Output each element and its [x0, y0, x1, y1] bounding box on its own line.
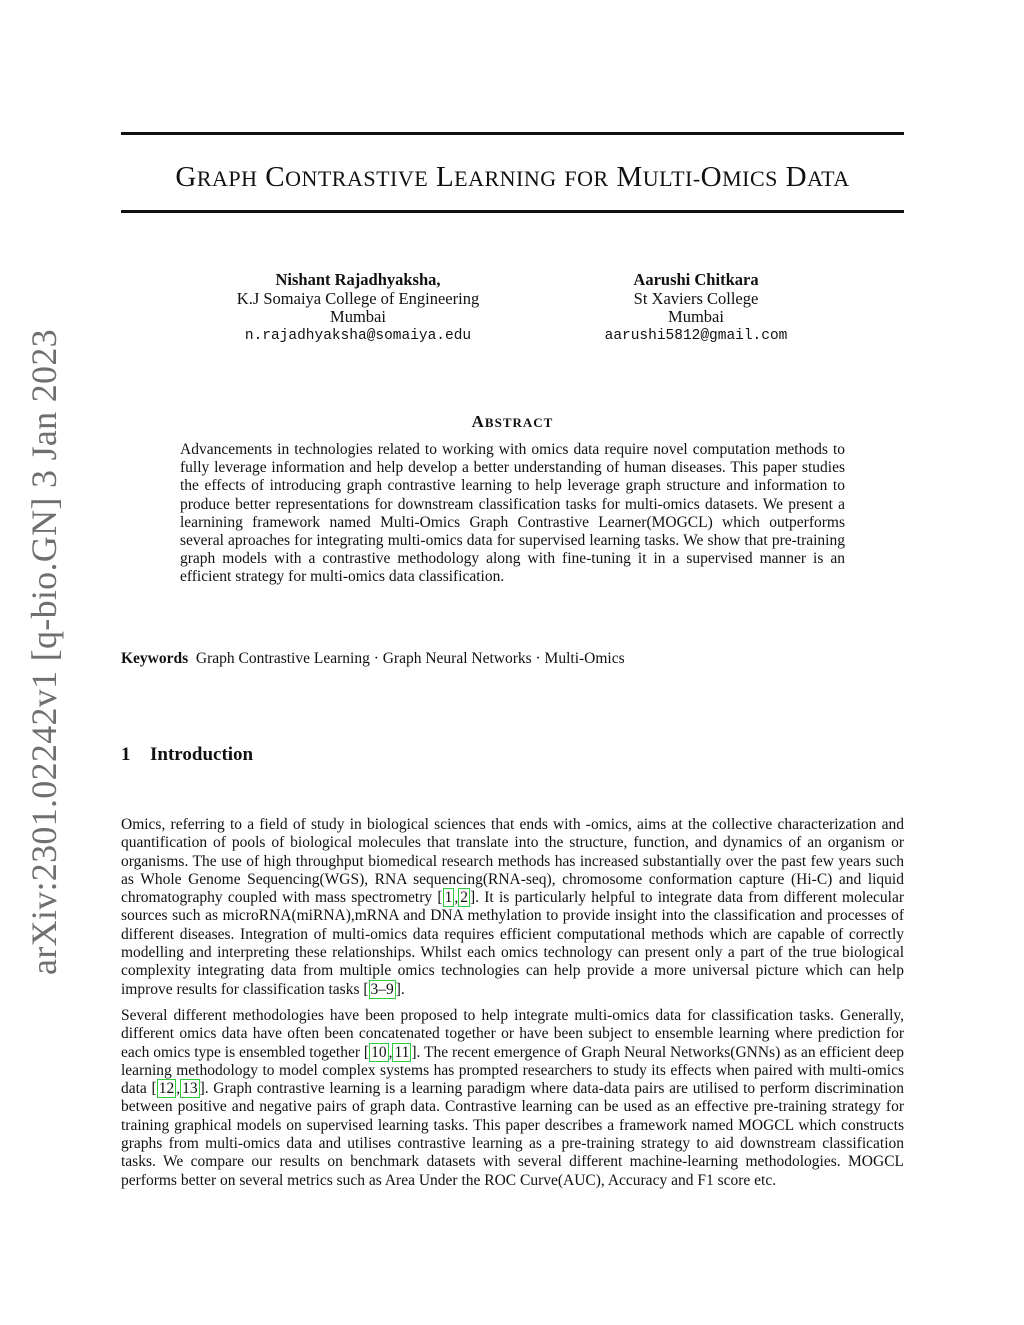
citation-link[interactable]: 1	[444, 889, 453, 907]
author-name: Aarushi Chitkara	[633, 270, 759, 289]
title-rule-top	[121, 132, 904, 135]
author-email[interactable]: aarushi5812@gmail.com	[604, 327, 788, 344]
arxiv-stamp-text: arXiv:2301.02242v1 [q-bio.GN] 3 Jan 2023	[24, 329, 64, 975]
intro-paragraph-1: Omics, referring to a field of study in biological sciences that ends with -omics, aims at the collective characterization and quantification of pools of biological molecules that translate into the structure, function, and dynamics of an organism or organisms. The use of high throughput biomedical research methods has increased substantially over the past few years such as Whole Genome Sequencing(WGS), RNA sequencing(RNA-seq), chromosome conformation capture (Hi-C) and liquid chromatography coupled with mass spectrometry [ 1 , 2 ]. It is particularly helpful to integrate data from different molecular sources such as microRNA(miRNA),mRNA and DNA methylation to provide insight into the classification and processes of different diseases. Integration of multi-omics data requires efficient computational methods which are capable of correctly modelling and interpreting these relationships. Whilst each omics technology can present only a part of the true biological complexity integrating data from multiple omics technologies can help provide a more universal picture which can help improve results for classification tasks [ 3–9 ].	[121, 816, 904, 998]
abstract-heading: ABSTRACT	[471, 412, 554, 431]
section-heading	[121, 744, 253, 766]
paper-title: GRAPH CONTRASTIVE LEARNING FOR MULTI-OMICS DATA	[175, 161, 850, 193]
citation-link[interactable]: 11	[394, 1043, 410, 1061]
section-title: Introduction	[150, 744, 254, 765]
author-affiliation: St Xaviers College	[633, 288, 759, 308]
title-rule-bottom	[121, 210, 904, 213]
citation-link[interactable]: 3–9	[370, 980, 394, 998]
citation-link[interactable]: 12	[158, 1080, 175, 1098]
citation-link[interactable]: 10	[371, 1043, 387, 1061]
citation-link[interactable]: 13	[182, 1080, 198, 1098]
author-city: Mumbai	[330, 307, 386, 326]
keywords	[121, 650, 625, 668]
citation-link[interactable]: 2	[460, 889, 468, 907]
author-block-1	[198, 271, 518, 345]
keywords-label: Keywords	[121, 650, 189, 667]
keywords-list: Graph Contrastive Learning · Graph Neural Networks · Multi-Omics	[195, 650, 625, 667]
intro-paragraph-2: Several different methodologies have been proposed to help integrate multi-omics data for classification tasks. Generally, different omics data have often been concatenated together or have been subject to ensemble learning where prediction for each omics type is ensembled together [ 10 , 11 ]. The recent emergence of Graph Neural Networks(GNNs) as an efficient deep learning methodology to model complex systems has prompted researchers to study its effects when paired with multi-omics data [ 12 , 13 ]. Graph contrastive learning is a learning paradigm where data-data pairs are utilised to perform discrimination between positive and negative pairs of graph data. Contrastive learning can be used as an effective pre-training strategy for training graphical models on supervised learning tasks. This paper describes a framework named MOGCL which constructs graphs from multi-omics data and utilises contrastive learning as a pre-training strategy to aid downstream classification tasks. We compare our results on benchmark datasets with several different machine-learning methodologies. MOGCL performs better on several metrics such as Area Under the ROC Curve(AUC), Accuracy and F1 score etc.	[121, 1007, 904, 1189]
abstract-text: Advancements in technologies related to working with omics data require novel computation methods to fully leverage information and help develop a better understanding of human diseases. This paper studies the effects of introducing graph contrastive learning to help leverage graph structure and information to produce better representations for downstream classification tasks for multi-omics datasets. We present a learnining framework named Multi-Omics Graph Contrastive Learner(MOGCL) which outperforms several aproaches for integrating multi-omics data for supervised learning tasks. We show that pre-training graph models with a contrastive methodology along with fine-tuning it in a supervised manner is an efficient strategy for multi-omics data classification.	[180, 441, 845, 586]
author-city: Mumbai	[668, 307, 724, 326]
author-affiliation: K.J Somaiya College of Engineering	[236, 288, 480, 308]
section-number: 1	[121, 744, 131, 765]
author-name: Nishant Rajadhyaksha,	[275, 270, 441, 289]
author-block-2	[556, 271, 836, 345]
author-email[interactable]: n.rajadhyaksha@somaiya.edu	[244, 327, 472, 344]
